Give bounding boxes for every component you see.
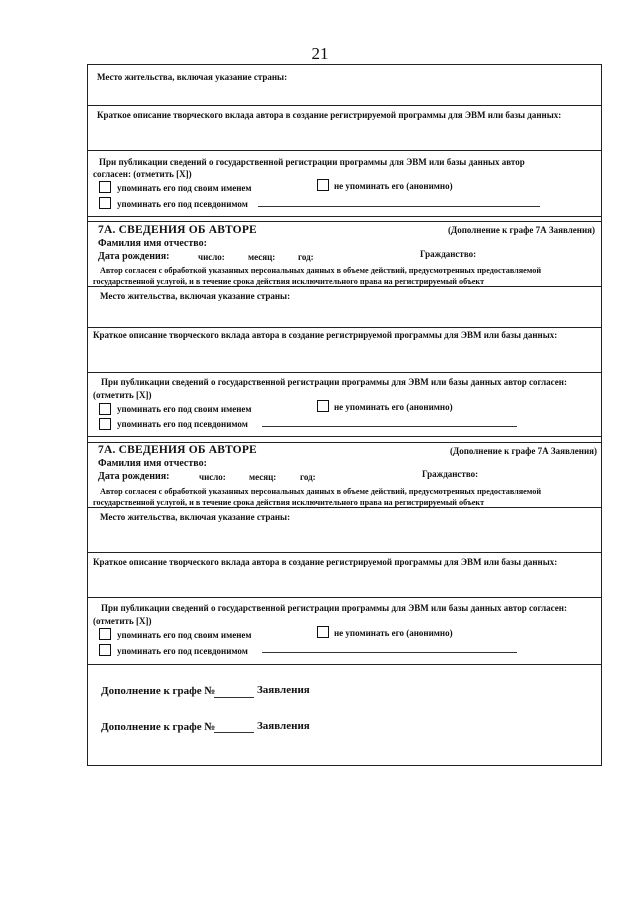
addendum-suffix: Заявления [257,684,310,696]
addendum-number-field[interactable] [214,732,254,733]
month-label: месяц: [248,252,276,262]
pseudonym-field[interactable] [262,652,517,653]
fio-label: Фамилия имя отчество: [98,238,207,249]
birth-label: Дата рождения: [98,471,170,482]
divider [87,105,602,106]
supplement-note: (Дополнение к графе 7А Заявления) [450,446,597,456]
divider [87,552,602,553]
supplement-note: (Дополнение к графе 7А Заявления) [448,225,595,235]
checkbox-pseudonym[interactable] [99,418,111,430]
divider [87,442,602,443]
birth-label: Дата рождения: [98,251,170,262]
section-title: 7А. СВЕДЕНИЯ ОБ АВТОРЕ [98,444,257,456]
option-own-name-label: упоминать его под своим именем [117,630,252,640]
addendum-prefix: Дополнение к графе № [101,685,216,697]
checkbox-pseudonym[interactable] [99,197,111,209]
divider [87,372,602,373]
agree-text: Автор согласен с обработкой указанных персональных данных в объеме действий, предусмотренных предоставляемой [100,266,542,275]
addendum-suffix: Заявления [257,720,310,732]
agree-text-2: государственной услугой, и в течение срока действия исключительного права на регистрируемый объект [93,277,485,286]
option-own-name-label: упоминать его под своим именем [117,404,252,414]
citizenship-label: Гражданство: [420,249,477,259]
consent-text-2: (отметить [X]) [93,616,152,626]
option-pseudonym-label: упоминать его под псевдонимом [117,199,248,209]
checkbox-anonymous[interactable] [317,179,329,191]
residence-label: Место жительства, включая указание страны: [100,291,291,301]
divider [87,664,602,665]
divider [87,150,602,151]
checkbox-own-name[interactable] [99,181,111,193]
contribution-label: Краткое описание творческого вклада автора в создание регистрируемой программы для ЭВМ или базы данных: [97,110,562,120]
citizenship-label: Гражданство: [422,469,479,479]
consent-text-2: (отметить [X]) [93,390,152,400]
addendum-number-field[interactable] [214,697,254,698]
day-label: число: [199,472,226,482]
divider [87,216,602,217]
checkbox-pseudonym[interactable] [99,644,111,656]
option-anonymous-label: не упоминать его (анонимно) [334,628,453,638]
section-title: 7А. СВЕДЕНИЯ ОБ АВТОРЕ [98,224,257,236]
residence-label: Место жительства, включая указание страны: [100,512,291,522]
checkbox-own-name[interactable] [99,628,111,640]
option-anonymous-label: не упоминать его (анонимно) [334,402,453,412]
agree-text: Автор согласен с обработкой указанных персональных данных в объеме действий, предусмотренных предоставляемой [100,487,542,496]
option-pseudonym-label: упоминать его под псевдонимом [117,419,248,429]
option-own-name-label: упоминать его под своим именем [117,183,252,193]
checkbox-anonymous[interactable] [317,400,329,412]
option-anonymous-label: не упоминать его (анонимно) [334,181,453,191]
option-pseudonym-label: упоминать его под псевдонимом [117,646,248,656]
pseudonym-field[interactable] [262,426,517,427]
divider [87,221,602,222]
consent-text: При публикации сведений о государственной регистрации программы для ЭВМ или базы данных автор согласен: [101,377,567,387]
contribution-label: Краткое описание творческого вклада автора в создание регистрируемой программы для ЭВМ или базы данных: [93,557,558,567]
year-label: год: [298,252,314,262]
divider [87,327,602,328]
divider [87,436,602,437]
pseudonym-field[interactable] [258,206,540,207]
day-label: число: [198,252,225,262]
checkbox-anonymous[interactable] [317,626,329,638]
consent-text: При публикации сведений о государственной регистрации программы для ЭВМ или базы данных автор согласен: [101,603,567,613]
residence-label: Место жительства, включая указание страны: [97,72,288,82]
divider [87,597,602,598]
contribution-label: Краткое описание творческого вклада автора в создание регистрируемой программы для ЭВМ или базы данных: [93,330,558,340]
year-label: год: [300,472,316,482]
checkbox-own-name[interactable] [99,403,111,415]
fio-label: Фамилия имя отчество: [98,458,207,469]
month-label: месяц: [249,472,277,482]
page-number: 21 [311,44,329,63]
addendum-prefix: Дополнение к графе № [101,721,216,733]
consent-text-2: согласен: (отметить [X]) [93,169,192,179]
agree-text-2: государственной услугой, и в течение срока действия исключительного права на регистрируемый объект [93,498,485,507]
consent-text: При публикации сведений о государственной регистрации программы для ЭВМ или базы данных автор [99,157,525,167]
